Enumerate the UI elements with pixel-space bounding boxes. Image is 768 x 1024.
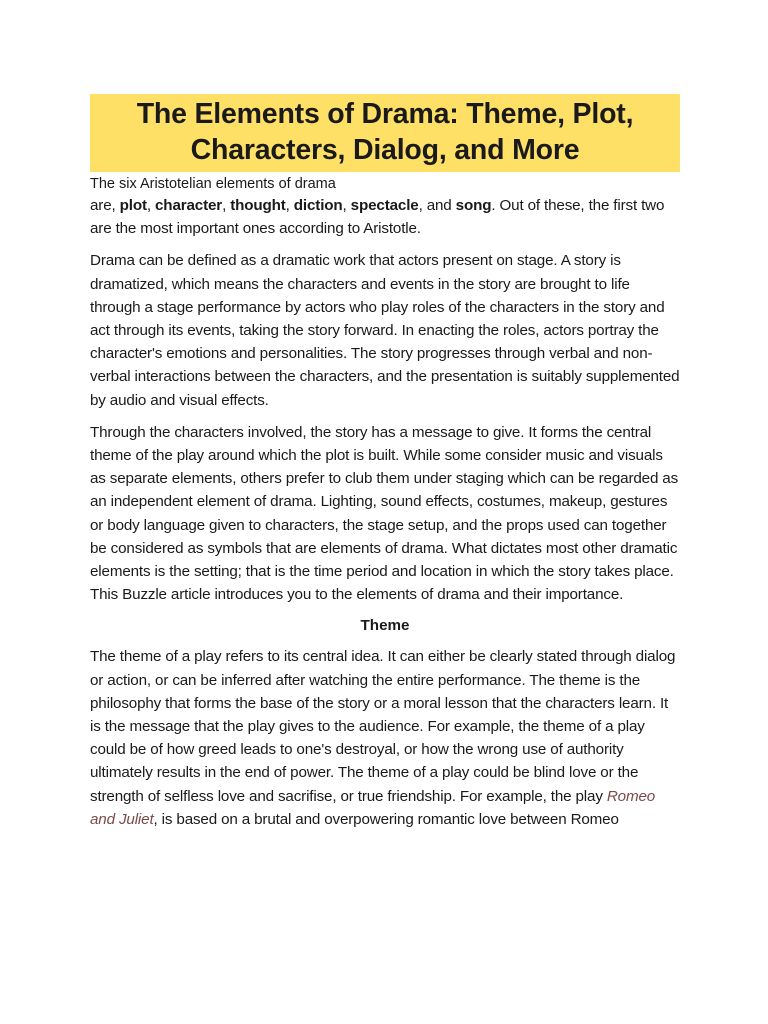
element-thought: thought (230, 197, 286, 214)
body-paragraph-characters-message: Through the characters involved, the story has a message to give. It forms the central theme of the play around which the plot is built. While some consider music and visuals as separate elements, others prefer to club them under staging which can be regarded as an independent element of drama. Lighting, sound effects, costumes, makeup, gestures or body language given to characters, the stage setup, and the props used can together be considered as symbols that are elements of drama. What dictates most other dramatic elements is the setting; that is the time period and location in which the story takes place. This Buzzle article introduces you to the elements of drama and their importance. (90, 423, 679, 604)
body-paragraph-theme: The theme of a play refers to its central idea. It can either be clearly stated through dialog or action, or can be inferred after watching the entire performance. The theme is the philosophy that forms the base of the story or a moral lesson that the characters learn. It is the message that the play gives to the audience. For example, the theme of a play could be of how greed leads to one's destroyal, or how the wrong use of authority ultimately results in the end of power. The theme of a play could be blind love or the strength of selfless love and sacrifise, or true friendship. For example, the play Romeo and Juliet, is based on a brutal and overpowering romantic love between Romeo (90, 648, 676, 828)
intro-lead: The six Aristotelian elements of drama (90, 176, 336, 192)
intro-paragraph: are, plot, character, thought, diction, spectacle, and song. Out of these, the first two are the most important ones according to Aristotle. (90, 197, 665, 238)
element-character: character (155, 197, 223, 214)
element-plot: plot (119, 197, 147, 214)
document-page (90, 94, 680, 840)
page-title: The Elements of Drama: Theme, Plot, Characters, Dialog, and More (136, 98, 634, 166)
element-spectacle: spectacle (350, 197, 419, 214)
element-diction: diction (293, 197, 343, 214)
body-paragraph-drama-definition: Drama can be defined as a dramatic work that actors present on stage. A story is dramatized, which means the characters and events in the story are brought to life through a stage performance by actors who play roles of the characters in the story and act through its events, taking the story forward. In enacting the roles, actors portray the character's emotions and personalities. The story progresses through verbal and non-verbal interactions between the characters, and the presentation is suitably supplemented by audio and visual effects. (90, 252, 680, 409)
element-song: song (455, 197, 492, 214)
title-banner (90, 94, 680, 172)
section-heading-theme: Theme (360, 617, 410, 635)
play-title-romeo-and-juliet: Romeo and Juliet (90, 787, 656, 828)
intro-tail: . Out of these, the first two are the most important ones according to Aristotle. (90, 197, 665, 238)
intro-are: are, (90, 197, 120, 214)
